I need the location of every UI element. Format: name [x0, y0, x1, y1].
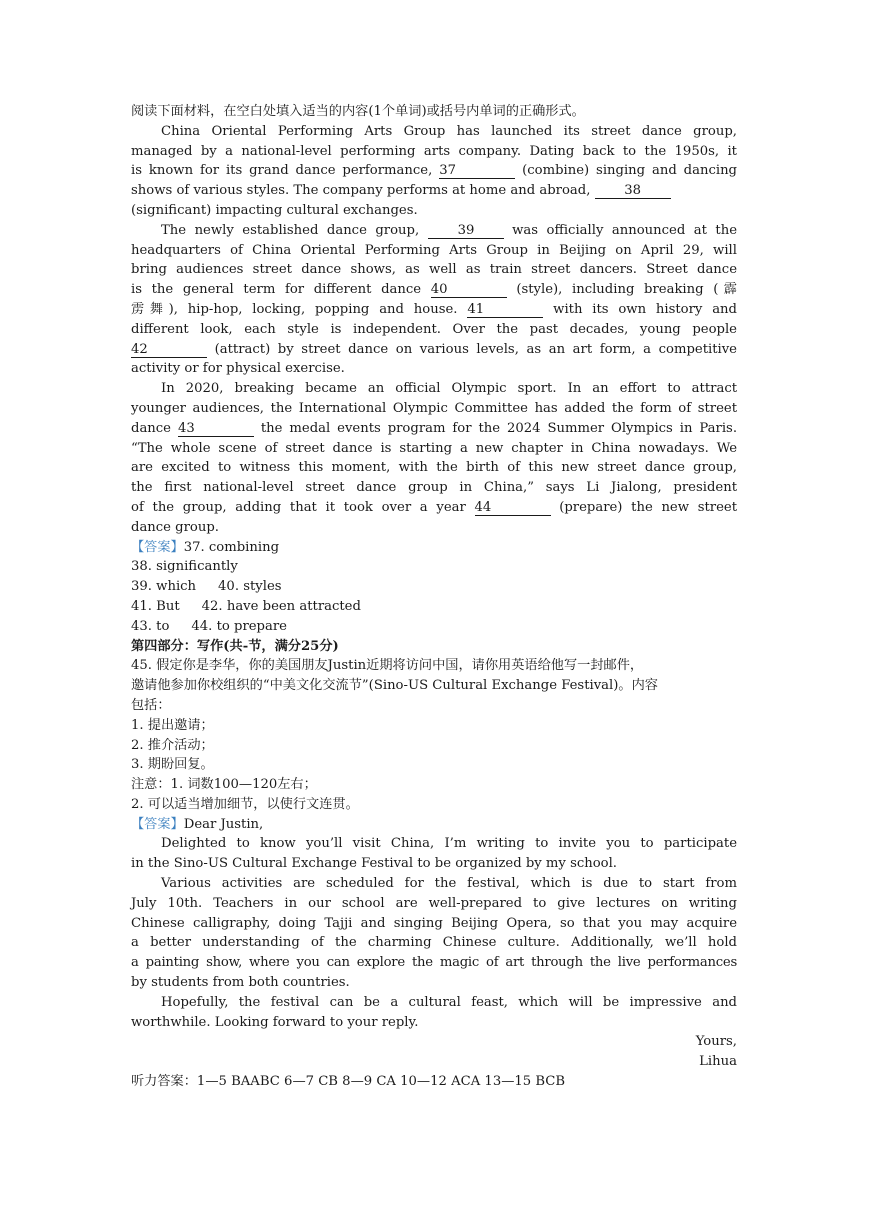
answer-line: 38. significantly	[131, 559, 238, 575]
passage-line: is the general term for different dance 40 (style), including breaking (霹	[131, 282, 737, 298]
answer-tag: 【答案】	[131, 539, 184, 555]
passage-line: different look, each style is independent. Over the past decades, young people	[131, 321, 737, 337]
passage-line: In 2020, breaking became an official Olympic sport. In an effort to attract	[161, 381, 737, 397]
passage-line: bring audiences street dance shows, as well as train street dancers. Street dance	[131, 262, 737, 278]
passage-line: the first national-level street dance group in China,” says Li Jialong, president	[131, 480, 737, 496]
passage-line: is known for its grand dance performance, 37 (combine) singing and dancing	[131, 163, 738, 179]
writing-prompt-line: 邀请他参加你校组织的“中美文化交流节”(Sino-US Cultural Exchange Festival)。内容	[131, 678, 658, 694]
document-page	[131, 102, 737, 1092]
passage-line: 42 (attract) by street dance on various levels, as an art form, a competitive	[131, 341, 737, 357]
letter-signature: Lihua	[699, 1054, 737, 1070]
blank-38: 38	[595, 183, 671, 199]
essay-line: Chinese calligraphy, doing Tajji and singing Beijing Opera, so that you may acquire	[131, 915, 737, 931]
letter-closing: Yours,	[695, 1034, 737, 1050]
passage-line: 雳舞), hip-hop, locking, popping and house. 41 with its own history and	[131, 301, 737, 317]
passage-line: activity or for physical exercise.	[131, 361, 345, 377]
essay-line: worthwhile. Looking forward to your reply.	[131, 1014, 419, 1030]
blank-43: 43	[178, 421, 254, 437]
writing-note: 2. 可以适当增加细节，以使行文连贯。	[131, 796, 359, 812]
passage-line: are excited to witness this moment, with the birth of this new street dance group,	[131, 460, 737, 476]
blank-44: 44	[475, 500, 551, 516]
blank-42: 42	[131, 342, 207, 358]
passage-line: “The whole scene of street dance is starting a new chapter in China nowadays. We	[131, 440, 737, 456]
blank-39: 39	[428, 223, 504, 239]
blank-37: 37	[439, 163, 515, 179]
answer-line: 【答案】37. combining	[131, 539, 280, 555]
passage-line: headquarters of China Oriental Performing Arts Group in Beijing on April 29, will	[131, 242, 737, 258]
essay-line: by students from both countries.	[131, 975, 350, 991]
writing-note: 注意：1. 词数100—120左右；	[131, 777, 317, 793]
passage-line: managed by a national-level performing arts company. Dating back to the 1950s, it	[131, 143, 737, 159]
passage-line: The newly established dance group, 39 was officially announced at the	[161, 222, 737, 238]
blank-40: 40	[431, 282, 507, 298]
essay-line: a better understanding of the charming Chinese culture. Additionally, we’ll hold	[131, 935, 737, 951]
passage-line: dance 43 the medal events program for the 2024 Summer Olympics in Paris.	[131, 420, 738, 436]
passage-line: of the group, adding that it took over a year 44 (prepare) the new street	[131, 499, 737, 515]
essay-line: Delighted to know you’ll visit China, I’m writing to invite you to participate	[161, 836, 737, 852]
essay-line: July 10th. Teachers in our school are well-prepared to give lectures on writing	[131, 895, 737, 911]
passage-line: dance group.	[131, 519, 219, 535]
instruction: 阅读下面材料，在空白处填入适当的内容(1个单词)或括号内单词的正确形式。	[131, 104, 585, 119]
passage-line: younger audiences, the International Olympic Committee has added the form of street	[131, 400, 737, 416]
essay-line: Various activities are scheduled for the festival, which is due to start from	[161, 876, 737, 892]
writing-prompt-line: 45. 假定你是李华，你的美国朋友Justin近期将访问中国，请你用英语给他写一封邮件，	[131, 658, 644, 674]
writing-prompt-line: 包括：	[131, 697, 171, 713]
writing-item: 3. 期盼回复。	[131, 757, 214, 773]
answer-line: 43. to 44. to prepare	[131, 618, 287, 634]
answer-line: 39. which 40. styles	[131, 579, 282, 595]
writing-item: 2. 推介活动；	[131, 737, 214, 753]
answer-line: 【答案】Dear Justin,	[131, 816, 264, 832]
passage-line: shows of various styles. The company performs at home and abroad, 38	[131, 181, 737, 201]
writing-item: 1. 提出邀请；	[131, 717, 214, 733]
essay-line: a painting show, where you can explore the magic of art through the live performances	[131, 955, 737, 971]
answer-tag: 【答案】	[131, 816, 184, 832]
passage-line: (significant) impacting cultural exchanges.	[131, 202, 418, 218]
essay-line: in the Sino-US Cultural Exchange Festival to be organized by my school.	[131, 856, 617, 872]
essay-line: Hopefully, the festival can be a cultural feast, which will be impressive and	[161, 994, 737, 1010]
listening-answers: 听力答案：1—5 BAABC 6—7 CB 8—9 CA 10—12 ACA 13—15 BCB	[131, 1074, 566, 1090]
answer-line: 41. But 42. have been attracted	[131, 598, 361, 614]
passage-line: China Oriental Performing Arts Group has launched its street dance group,	[161, 123, 737, 139]
blank-41: 41	[467, 302, 543, 318]
section-heading: 第四部分：写作(共-节，满分25分)	[131, 638, 339, 654]
